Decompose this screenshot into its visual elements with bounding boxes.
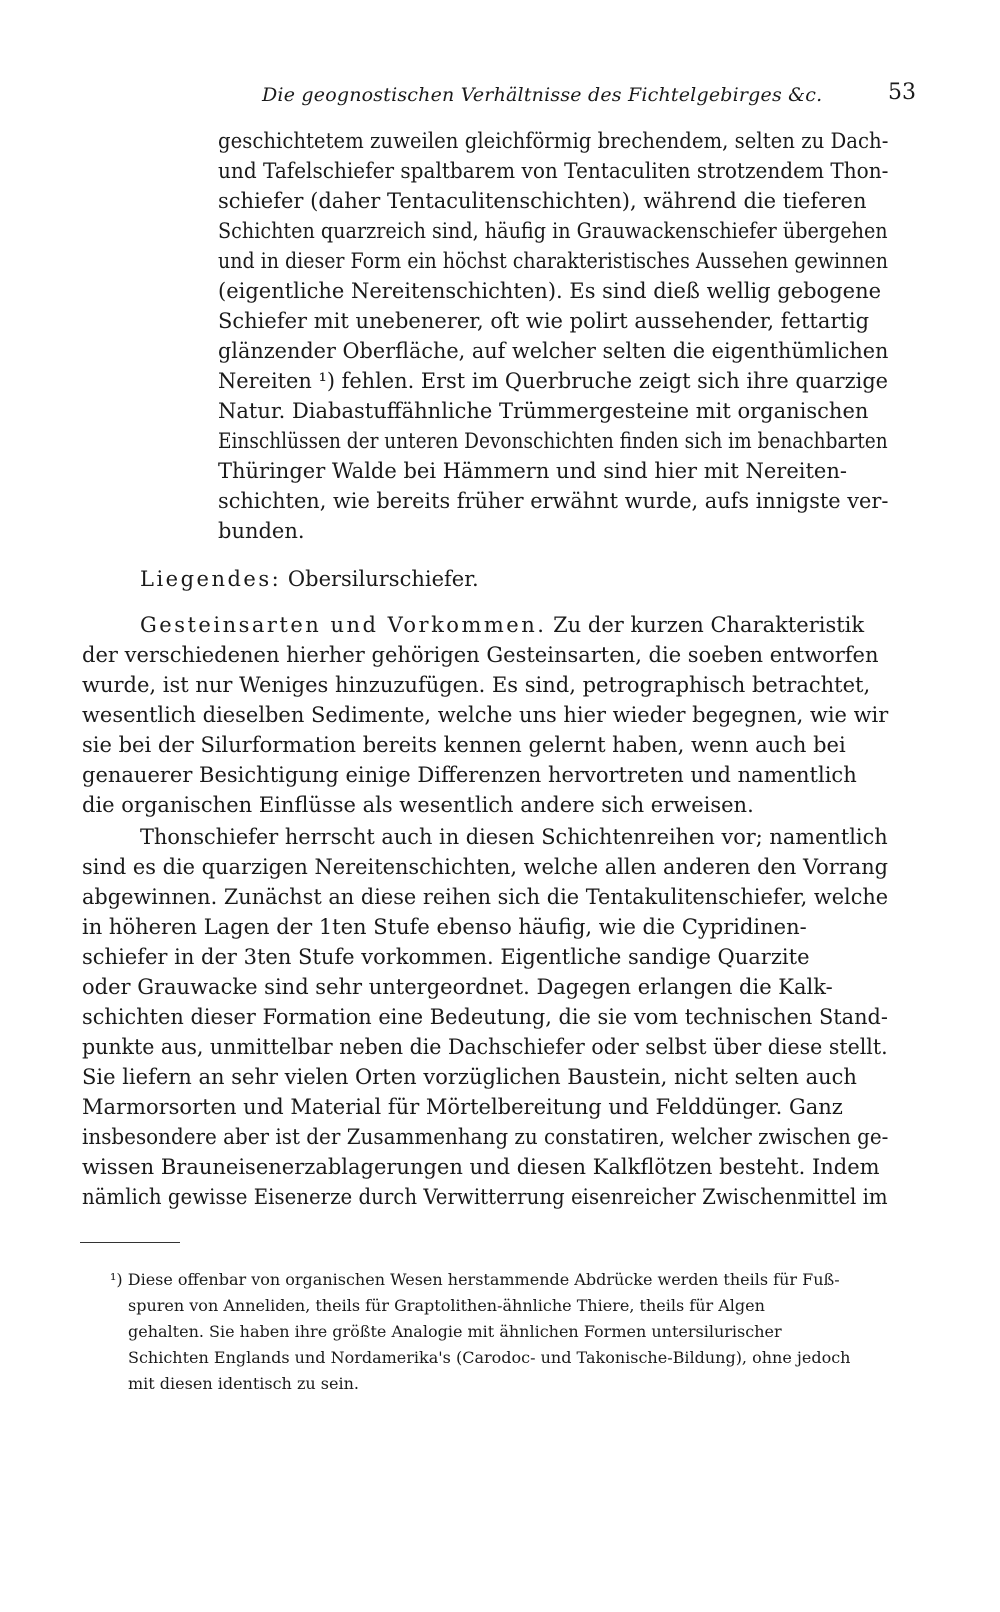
- running-title: Die geognostischen Verhältnisse des Fichtelgebirges &c.: [262, 84, 823, 106]
- liegendes-text: Obersilurschiefer.: [287, 567, 479, 591]
- text-line: der verschiedenen hierher gehörigen Gesteinsarten, die soeben entworfen: [82, 643, 879, 667]
- text-line: genauerer Besichtigung einige Differenzen hervortreten und namentlich: [82, 763, 857, 787]
- text-line: Marmorsorten und Material für Mörtelbereitung und Felddünger. Ganz: [82, 1095, 843, 1119]
- text-line: schichten, wie bereits früher erwähnt wurde, aufs innigste ver-: [218, 489, 889, 513]
- page-number: 53: [888, 80, 916, 105]
- footnote-line: ¹) Diese offenbar von organischen Wesen herstammende Abdrücke werden theils für Fuß-: [110, 1270, 840, 1289]
- text-line: Thonschiefer herrscht auch in diesen Schichtenreihen vor; namentlich: [140, 825, 888, 849]
- text-line: abgewinnen. Zunächst an diese reihen sich die Tentakulitenschiefer, welche: [82, 885, 889, 909]
- text-line: in höheren Lagen der 1ten Stufe ebenso häufig, wie die Cypridinen-: [82, 915, 807, 939]
- text-line: und in dieser Form ein höchst charakteristisches Aussehen gewinnen: [218, 249, 888, 273]
- text-line: Schiefer mit unebenerer, oft wie polirt aussehender, fettartig: [218, 309, 870, 333]
- text-line: Nereiten ¹) fehlen. Erst im Querbruche zeigt sich ihre quarzige: [218, 369, 889, 393]
- text-line: Thüringer Walde bei Hämmern und sind hier mit Nereiten-: [218, 459, 847, 483]
- text-line: wesentlich dieselben Sedimente, welche uns hier wieder begegnen, wie wir: [82, 703, 889, 727]
- text-line: nämlich gewisse Eisenerze durch Verwitterrung eisenreicher Zwischenmittel im: [82, 1185, 888, 1209]
- liegendes-label: Liegendes:: [140, 567, 282, 591]
- text-line: Einschlüssen der unteren Devonschichten finden sich im benachbarten: [218, 429, 888, 453]
- liegendes-line: [140, 564, 479, 594]
- text-line: [140, 610, 864, 640]
- text-line: Natur. Diabastuffähnliche Trümmergesteine mit organischen: [218, 399, 869, 423]
- text-line: glänzender Oberfläche, auf welcher selten die eigenthümlichen: [218, 339, 889, 363]
- text-line: Sie liefern an sehr vielen Orten vorzüglichen Baustein, nicht selten auch: [82, 1065, 857, 1089]
- footnote-line: Schichten Englands und Nordamerika's (Carodoc- und Takonische-Bildung), ohne jedoch: [128, 1348, 851, 1367]
- footnote-line: spuren von Anneliden, theils für Graptolithen-ähnliche Thiere, theils für Algen: [128, 1296, 765, 1315]
- text-line: sie bei der Silurformation bereits kennen gelernt haben, wenn auch bei: [82, 733, 846, 757]
- text-line: Schichten quarzreich sind, häufig in Grauwackenschiefer übergehen: [218, 219, 888, 243]
- text-line: und Tafelschiefer spaltbarem von Tentaculiten strotzendem Thon-: [218, 159, 889, 183]
- text-line: schiefer (daher Tentaculitenschichten), während die tieferen: [218, 189, 867, 213]
- text-line: (eigentliche Nereitenschichten). Es sind dieß wellig gebogene: [218, 279, 882, 303]
- gesteinsarten-first-text: Zu der kurzen Charakteristik: [553, 613, 865, 637]
- text-line: wissen Brauneisenerzablagerungen und diesen Kalkflötzen besteht. Indem: [82, 1155, 880, 1179]
- text-line: geschichtetem zuweilen gleichförmig brechendem, selten zu Dach-: [218, 129, 889, 153]
- footnote-line: mit diesen identisch zu sein.: [128, 1374, 359, 1393]
- text-line: punkte aus, unmittelbar neben die Dachschiefer oder selbst über diese stellt.: [82, 1035, 888, 1059]
- text-line: insbesondere aber ist der Zusammenhang zu constatiren, welcher zwischen ge-: [82, 1125, 889, 1149]
- text-line: schichten dieser Formation eine Bedeutung, die sie vom technischen Stand-: [82, 1005, 888, 1029]
- gesteinsarten-heading: Gesteinsarten und Vorkommen.: [140, 613, 547, 637]
- text-line: schiefer in der 3ten Stufe vorkommen. Eigentliche sandige Quarzite: [82, 945, 810, 969]
- footnote-line: gehalten. Sie haben ihre größte Analogie mit ähnlichen Formen untersilurischer: [128, 1322, 782, 1341]
- text-line: oder Grauwacke sind sehr untergeordnet. Dagegen erlangen die Kalk-: [82, 975, 833, 999]
- text-line: sind es die quarzigen Nereitenschichten, welche allen anderen den Vorrang: [82, 855, 889, 879]
- footnote-divider: [80, 1242, 180, 1243]
- text-line: wurde, ist nur Weniges hinzuzufügen. Es sind, petrographisch betrachtet,: [82, 673, 871, 697]
- running-header: [0, 80, 1000, 116]
- text-line: bunden.: [218, 519, 305, 543]
- text-line: die organischen Einflüsse als wesentlich andere sich erweisen.: [82, 793, 754, 817]
